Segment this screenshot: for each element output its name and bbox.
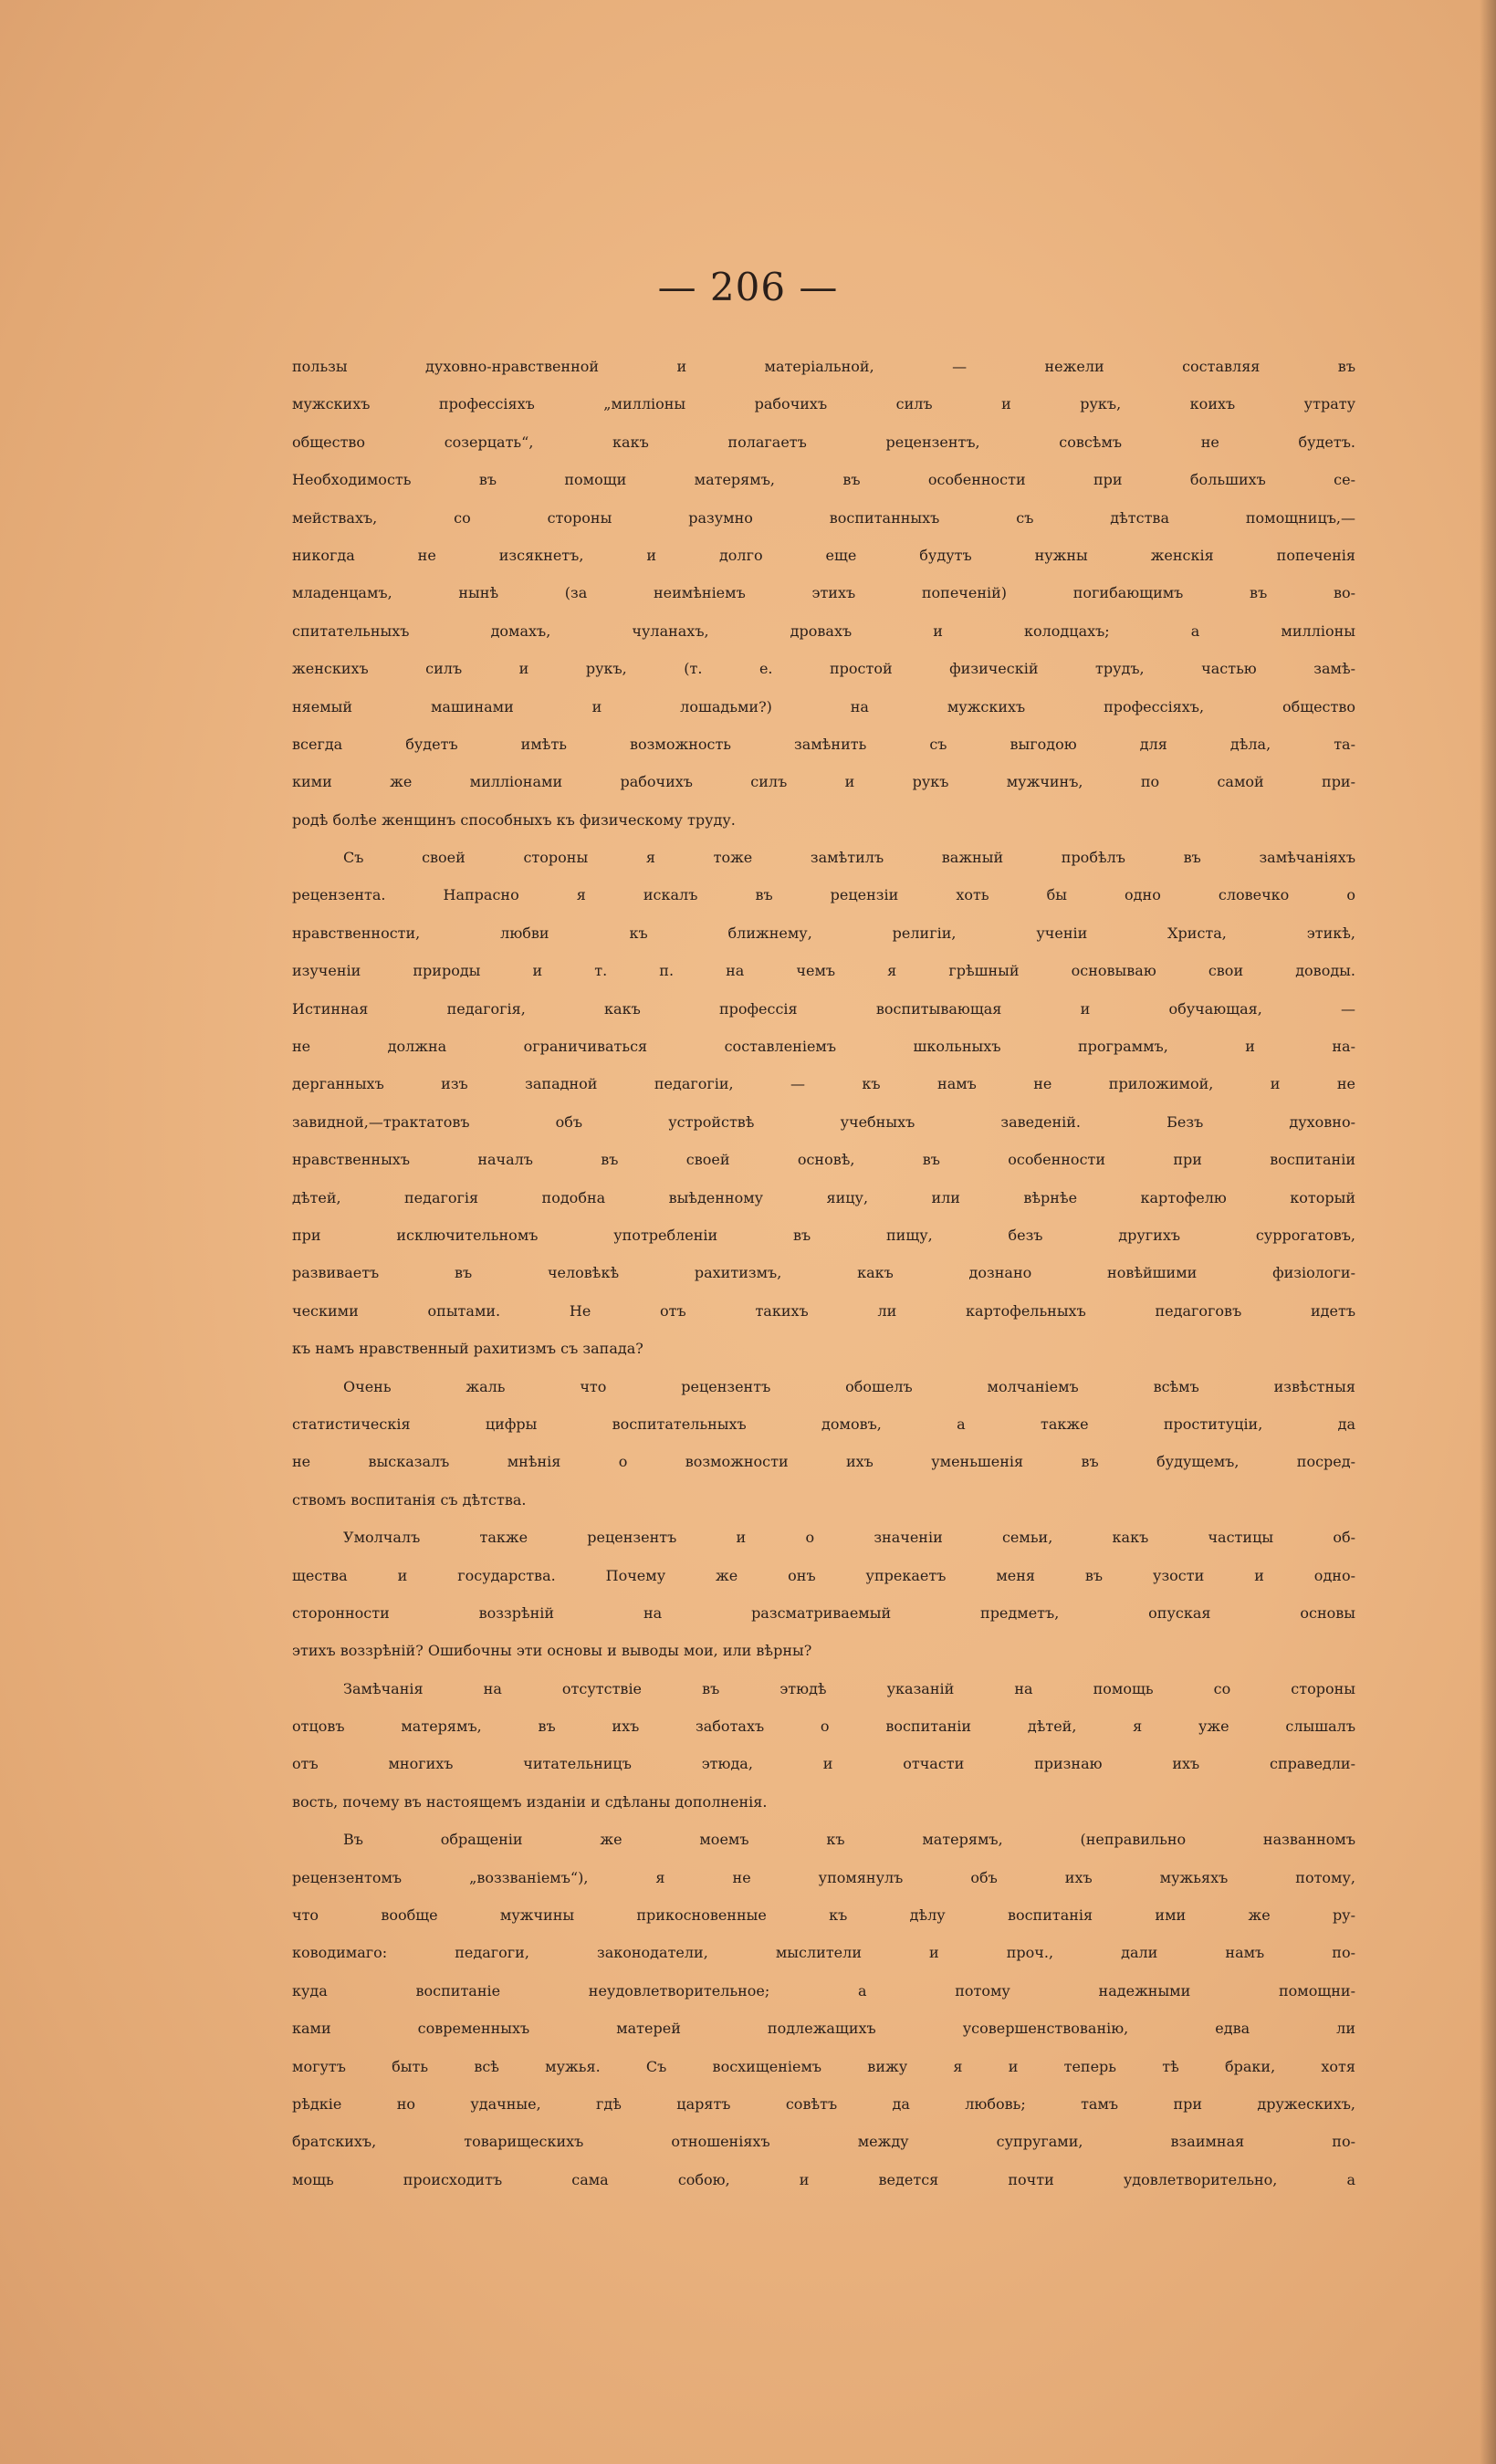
text-line: дѣтей, педагогія подобна выѣденному яицу, или вѣрнѣе картофелю который: [292, 1188, 1355, 1206]
text-line: ческими опытами. Не отъ такихъ ли картофельныхъ педагоговъ идетъ: [292, 1301, 1355, 1320]
text-line: развиваетъ въ человѣкѣ рахитизмъ, какъ дознано новѣйшими физіологи-: [292, 1264, 1355, 1282]
text-line: Съ своей стороны я тоже замѣтилъ важный пробѣлъ въ замѣчаніяхъ: [343, 849, 1355, 867]
text-line: рѣдкіе но удачные, гдѣ царятъ совѣтъ да любовь; тамъ при дружескихъ,: [292, 2094, 1355, 2113]
text-line: мужскихъ профессіяхъ „милліоны рабочихъ силъ и рукъ, коихъ утрату: [292, 395, 1355, 413]
text-line: этихъ воззрѣній? Ошибочны эти основы и выводы мои, или вѣрны?: [292, 1642, 812, 1660]
text-line: Очень жаль что рецензентъ обошелъ молчаніемъ всѣмъ извѣстныя: [343, 1377, 1355, 1395]
text-line: ководимаго: педагоги, законодатели, мыслители и проч., дали намъ по-: [292, 1944, 1355, 1962]
text-line: ствомъ воспитанія съ дѣтства.: [292, 1490, 527, 1509]
text-line: няемый машинами и лошадьми?) на мужскихъ профессіяхъ, общество: [292, 697, 1355, 715]
text-line: Замѣчанія на отсутствіе въ этюдѣ указаній на помощь со стороны: [343, 1679, 1355, 1697]
page-edge-shadow: [1480, 0, 1496, 2464]
text-line: никогда не изсякнетъ, и долго еще будутъ нужны женскія попеченія: [292, 546, 1355, 564]
text-line: младенцамъ, нынѣ (за неимѣніемъ этихъ попеченій) погибающимъ въ во-: [292, 584, 1355, 602]
text-line: всегда будетъ имѣть возможность замѣнить съ выгодою для дѣла, та-: [292, 735, 1355, 753]
text-line: Истинная педагогія, какъ профессія воспитывающая и обучающая, —: [292, 999, 1355, 1018]
text-line: статистическія цифры воспитательныхъ домовъ, а также проституціи, да: [292, 1415, 1355, 1433]
text-line: что вообще мужчины прикосновенные къ дѣлу воспитанія ими же ру-: [292, 1906, 1355, 1925]
text-line: къ намъ нравственный рахитизмъ съ запада?: [292, 1340, 643, 1358]
text-line: рецензентомъ „воззваніемъ“), я не упомянулъ объ ихъ мужьяхъ потому,: [292, 1868, 1355, 1886]
text-line: щества и государства. Почему же онъ упрекаетъ меня въ узости и одно-: [292, 1566, 1355, 1584]
text-line: мействахъ, со стороны разумно воспитанныхъ съ дѣтства помощницъ,—: [292, 508, 1355, 527]
text-line: рецензента. Напрасно я искалъ въ рецензіи хоть бы одно словечко о: [292, 886, 1355, 904]
text-line: Умолчалъ также рецензентъ и о значеніи семьи, какъ частицы об-: [343, 1529, 1355, 1547]
text-line: куда воспитаніе неудовлетворительное; а потому надежными помощни-: [292, 1981, 1355, 1999]
text-line: изученіи природы и т. п. на чемъ я грѣшный основываю свои доводы.: [292, 962, 1355, 980]
text-line: мощь происходитъ сама собою, и ведется почти удовлетворительно, а: [292, 2170, 1355, 2188]
text-line: общество созерцать“, какъ полагаетъ рецензентъ, совсѣмъ не будетъ.: [292, 433, 1355, 451]
text-line: дерганныхъ изъ западной педагогіи, — къ намъ не приложимой, и не: [292, 1075, 1355, 1093]
text-line: родѣ болѣе женщинъ способныхъ къ физическому труду.: [292, 810, 736, 829]
text-line: женскихъ силъ и рукъ, (т. е. простой физическій трудъ, частью замѣ-: [292, 660, 1355, 678]
body-text: [292, 358, 1355, 2208]
text-line: кими же милліонами рабочихъ силъ и рукъ мужчинъ, по самой при-: [292, 773, 1355, 791]
text-line: завидной,—трактатовъ объ устройствѣ учебныхъ заведеній. Безъ духовно-: [292, 1112, 1355, 1131]
text-line: при исключительномъ употребленіи въ пищу, безъ другихъ суррогатовъ,: [292, 1226, 1355, 1244]
page-number: — 206 —: [657, 265, 839, 309]
text-line: не высказалъ мнѣнія о возможности ихъ уменьшенія въ будущемъ, посред-: [292, 1453, 1355, 1471]
text-line: Необходимость въ помощи матерямъ, въ особенности при большихъ се-: [292, 471, 1355, 489]
text-line: ками современныхъ матерей подлежащихъ усовершенствованію, едва ли: [292, 2020, 1355, 2038]
text-line: вость, почему въ настоящемъ изданіи и сдѣланы дополненія.: [292, 1792, 768, 1811]
text-line: могутъ быть всѣ мужья. Съ восхищеніемъ вижу я и теперь тѣ браки, хотя: [292, 2057, 1355, 2075]
text-line: сторонности воззрѣній на разсматриваемый предметъ, опуская основы: [292, 1603, 1355, 1622]
text-line: Въ обращеніи же моемъ къ матерямъ, (неправильно названномъ: [343, 1831, 1355, 1849]
text-line: не должна ограничиваться составленіемъ школьныхъ программъ, и на-: [292, 1038, 1355, 1056]
text-line: нравственныхъ началъ въ своей основѣ, въ особенности при воспитаніи: [292, 1151, 1355, 1169]
text-line: отъ многихъ читательницъ этюда, и отчасти признаю ихъ справедли-: [292, 1755, 1355, 1773]
text-line: братскихъ, товарищескихъ отношеніяхъ между супругами, взаимная по-: [292, 2133, 1355, 2151]
text-line: нравственности, любви къ ближнему, религіи, ученіи Христа, этикѣ,: [292, 924, 1355, 942]
text-line: отцовъ матерямъ, въ ихъ заботахъ о воспитаніи дѣтей, я уже слышалъ: [292, 1717, 1355, 1736]
text-line: пользы духовно-нравственной и матеріальной, — нежели составляя въ: [292, 358, 1355, 375]
text-line: спитательныхъ домахъ, чуланахъ, дровахъ и колодцахъ; а милліоны: [292, 621, 1355, 640]
